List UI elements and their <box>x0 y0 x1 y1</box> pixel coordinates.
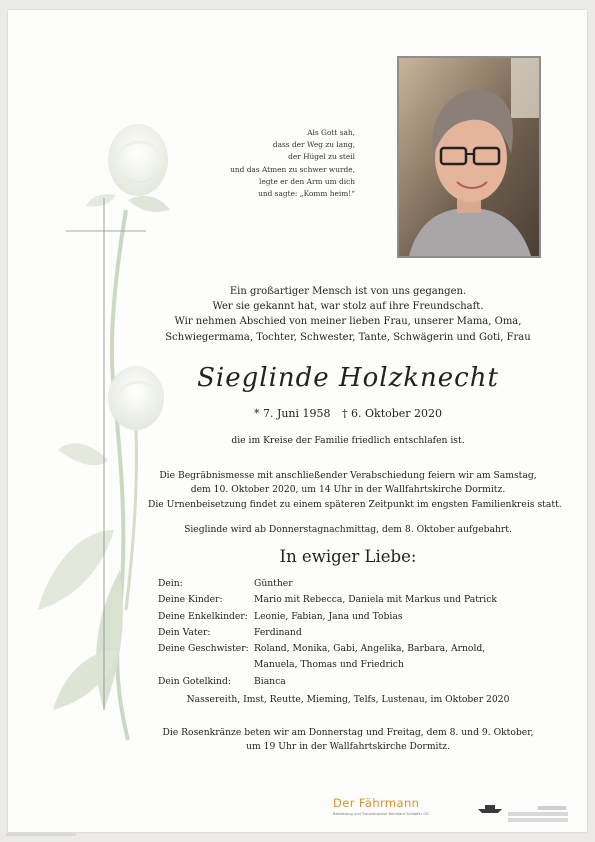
intro-line: Ein großartiger Mensch ist von uns gegangen. <box>229 286 467 297</box>
intro-line: Schwiegermama, Tochter, Schwester, Tante, Schwägerin und Goti, Frau <box>165 331 531 343</box>
contact-line <box>508 818 568 822</box>
laid-out-text: Sieglinde wird ab Donnerstagnachmittag, dem 8. Oktober aufgebahrt. <box>184 524 512 535</box>
contact-line <box>538 806 566 810</box>
mourner-names <box>254 576 524 592</box>
funeral-mass-text <box>148 469 548 497</box>
mourner-label: Deine Enkelkinder: <box>158 610 248 622</box>
places-and-date: Nassereith, Imst, Reutte, Mieming, Telfs, Lustenau, im Oktober 2020 <box>186 694 510 705</box>
mourner-label: Deine Geschwister: <box>158 643 249 655</box>
ferry-boat-icon <box>477 802 503 814</box>
portrait-photo <box>397 56 541 258</box>
urn-burial-text: Die Urnenbeisetzung findet zu einem späteren Zeitpunkt im engsten Familienkreis statt. <box>148 499 562 510</box>
life-dates <box>148 407 548 420</box>
poem-line: und sagte: „Komm heim!“ <box>258 189 355 199</box>
contact-line <box>508 812 568 816</box>
poem-line: dass der Weg zu lang, <box>272 140 355 150</box>
mourner-names <box>254 625 524 641</box>
mourner-names-line: Günther <box>254 578 293 589</box>
mourner-row <box>158 674 524 690</box>
rosary-line: Die Rosenkränze beten wir am Donnerstag und Freitag, dem 8. und 9. Oktober, <box>162 727 534 738</box>
rosary-line: um 19 Uhr in der Wallfahrtskirche Dormitz. <box>246 740 450 752</box>
death-date: † 6. Oktober 2020 <box>342 407 443 420</box>
deceased-name: Sieglinde Holzknecht <box>197 363 499 393</box>
funeral-home-subtitle: Bestattung und Trauerimpulse Bernhard Schöpfer OG <box>333 812 429 816</box>
mourner-names-line: Manuela, Thomas und Friedrich <box>254 659 404 671</box>
poem-line: legte er den Arm um dich <box>259 176 355 186</box>
mourner-names-line: Roland, Monika, Gabi, Angelika, Barbara, Arnold, <box>254 643 486 655</box>
mass-line: dem 10. Oktober 2020, um 14 Uhr in der Wallfahrtskirche Dormitz. <box>190 483 506 495</box>
mourner-row <box>158 592 524 608</box>
intro-line: Wer sie gekannt hat, war stolz auf ihre Freundschaft. <box>212 301 484 313</box>
mourner-names-line: Mario mit Rebecca, Daniela mit Markus und Patrick <box>254 594 497 606</box>
mourner-names-line: Bianca <box>254 675 286 687</box>
contact-detail-lines <box>508 805 568 822</box>
mourner-row <box>158 609 524 625</box>
mourners-list <box>158 576 524 690</box>
mourner-names-line: Leonie, Fabian, Jana und Tobias <box>254 610 403 622</box>
mass-line: Die Begräbnismesse mit anschließender Verabschiedung feiern wir am Samstag, <box>159 470 537 481</box>
poem <box>230 127 355 200</box>
mourner-names-line: Ferdinand <box>254 626 302 638</box>
mourner-names <box>254 609 524 625</box>
mourner-names <box>254 592 524 608</box>
poem-line: der Hügel zu steil <box>288 152 355 162</box>
mourner-label: Dein Gotelkind: <box>158 675 231 687</box>
mourner-names <box>254 641 524 674</box>
mourner-names <box>254 674 524 690</box>
page-caption-faint <box>6 833 76 836</box>
poem-line: Als Gott sah, <box>307 128 355 137</box>
mourner-label: Dein Vater: <box>158 626 211 638</box>
obituary-page <box>8 10 587 832</box>
intro-line: Wir nehmen Abschied von meiner lieben Frau, unserer Mama, Oma, <box>174 316 522 328</box>
mourner-label: Deine Kinder: <box>158 594 223 606</box>
poem-line: und das Atmen zu schwer wurde, <box>230 164 355 174</box>
rosary-text <box>148 726 548 754</box>
mourner-row <box>158 576 524 592</box>
intro-text <box>148 284 548 345</box>
mourner-row <box>158 625 524 641</box>
mourner-row <box>158 641 524 674</box>
mourner-label: Dein: <box>158 578 183 589</box>
love-heading: In ewiger Liebe: <box>279 547 417 566</box>
passed-away-text: die im Kreise der Familie friedlich entschlafen ist. <box>231 435 465 446</box>
birth-date: * 7. Juni 1958 <box>253 407 331 420</box>
funeral-home-logo-name: Der Fährmann <box>333 796 420 810</box>
